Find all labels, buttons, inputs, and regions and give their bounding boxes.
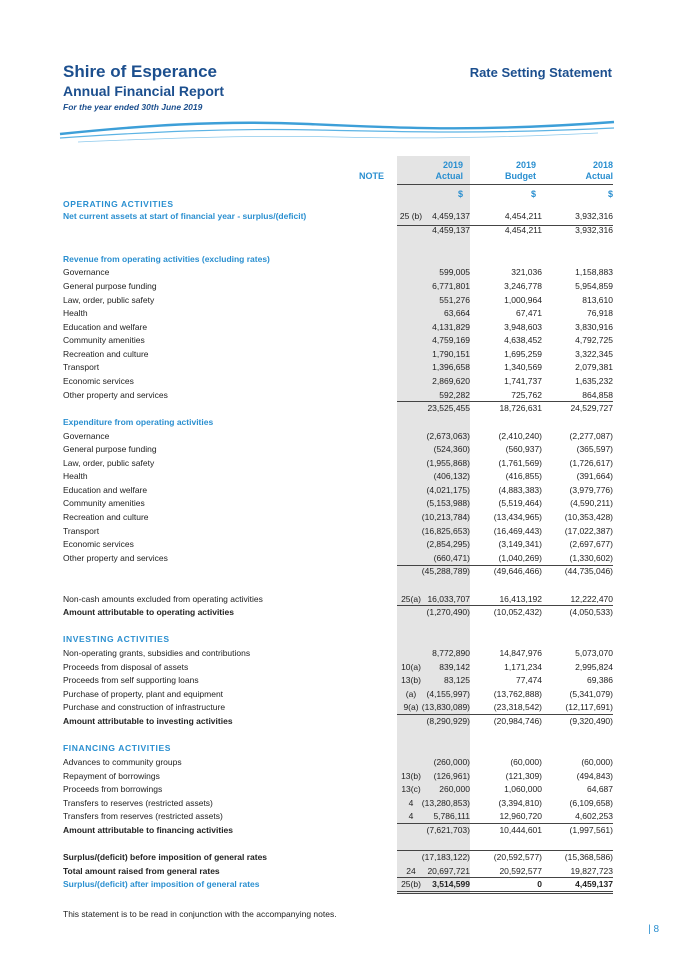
row-value-c3: (60,000) <box>581 757 613 767</box>
row-value-c1: (4,021,175) <box>426 485 470 495</box>
row-value-c2: 725,762 <box>511 390 542 400</box>
row-label: Purchase of property, plant and equipment <box>63 689 224 699</box>
table-row <box>63 280 613 293</box>
row-value-c1: (7,621,703) <box>426 825 470 835</box>
table-row <box>63 266 613 279</box>
row-label: Health <box>63 308 88 318</box>
row-label: Amount attributable to investing activities <box>63 716 233 726</box>
row-value-c2: (1,761,569) <box>498 458 542 468</box>
table-row <box>63 348 613 361</box>
row-note: 24 <box>406 866 416 876</box>
table-row <box>63 756 613 769</box>
row-value-c3: (391,664) <box>576 471 613 481</box>
row-note: 25 (b) <box>399 211 423 221</box>
row-label: Other property and services <box>63 553 168 563</box>
row-value-c1: 260,000 <box>439 784 470 794</box>
row-label: Governance <box>63 431 110 441</box>
row-value-c2: (60,000) <box>510 757 542 767</box>
row-label: Non-cash amounts excluded from operating activities <box>63 594 263 604</box>
row-value-c3: (12,117,691) <box>565 702 613 712</box>
row-value-c3: 3,932,316 <box>575 225 613 235</box>
row-value-c3: (5,341,079) <box>569 689 613 699</box>
row-note: 4 <box>408 811 414 821</box>
row-value-c1: 1,396,658 <box>432 362 470 372</box>
row-value-c3: 76,918 <box>587 308 613 318</box>
row-label: Expenditure from operating activities <box>63 417 214 427</box>
row-value-c2: (13,434,965) <box>493 512 542 522</box>
row-value-c2: (10,052,432) <box>493 607 542 617</box>
row-value-c2: 1,741,737 <box>504 376 542 386</box>
header-wave-decoration <box>58 110 618 150</box>
row-value-c1: 3,514,599 <box>432 879 470 889</box>
row-label: Transport <box>63 526 100 536</box>
row-label: Law, order, public safety <box>63 458 155 468</box>
table-row <box>63 633 613 646</box>
table-row <box>63 457 613 470</box>
c1-name-header: Actual <box>435 171 463 181</box>
row-value-c1: (5,153,988) <box>426 498 470 508</box>
table-row <box>63 715 613 728</box>
row-value-c1: (45,288,789) <box>421 566 470 576</box>
row-value-c1: (16,825,653) <box>421 526 470 536</box>
row-value-c2: 4,638,452 <box>504 335 542 345</box>
row-value-c2: (20,592,577) <box>493 852 542 862</box>
row-value-c2: (49,646,466) <box>493 566 542 576</box>
row-label: Repayment of borrowings <box>63 771 160 781</box>
row-value-c2: 12,960,720 <box>499 811 542 821</box>
row-value-c3: (9,320,490) <box>569 716 613 726</box>
table-row <box>63 770 613 783</box>
row-value-c3: 3,830,916 <box>575 322 613 332</box>
row-label: Community amenities <box>63 498 145 508</box>
row-value-c3: (6,109,658) <box>569 798 613 808</box>
row-value-c1: 5,786,111 <box>433 811 470 821</box>
table-row <box>63 606 613 619</box>
row-value-c3: 864,858 <box>582 390 613 400</box>
row-value-c1: (17,183,122) <box>421 852 470 862</box>
row-value-c2: (16,469,443) <box>493 526 542 536</box>
table-row <box>63 307 613 320</box>
table-row <box>63 321 613 334</box>
row-value-c3: 24,529,727 <box>570 403 613 413</box>
subtotal-line <box>397 401 613 402</box>
row-value-c3: (1,726,617) <box>569 458 613 468</box>
row-value-c3: 69,386 <box>587 675 613 685</box>
row-value-c2: 1,340,569 <box>504 362 542 372</box>
total-double-line <box>397 891 613 892</box>
subtotal-line <box>397 714 613 715</box>
row-value-c1: (4,155,997) <box>426 689 470 699</box>
row-value-c3: (365,597) <box>576 444 613 454</box>
row-value-c2: 18,726,631 <box>499 403 542 413</box>
row-label: Community amenities <box>63 335 145 345</box>
header-underline <box>397 184 613 185</box>
table-row <box>63 878 613 891</box>
row-label: INVESTING ACTIVITIES <box>63 634 170 644</box>
c3-currency: $ <box>607 189 613 199</box>
row-label: Economic services <box>63 376 134 386</box>
row-note: 13(c) <box>401 784 421 794</box>
row-value-c2: 321,036 <box>511 267 542 277</box>
row-value-c3: (10,353,428) <box>564 512 613 522</box>
table-row <box>63 402 613 415</box>
row-value-c3: 1,635,232 <box>575 376 613 386</box>
row-value-c2: (5,519,464) <box>498 498 542 508</box>
row-label: Surplus/(deficit) before imposition of general rates <box>63 852 268 862</box>
row-value-c2: 1,060,000 <box>504 784 542 794</box>
table-row <box>63 647 613 660</box>
row-value-c3: 4,459,137 <box>575 879 613 889</box>
c3-year-header: 2018 <box>592 160 613 170</box>
row-value-c1: 2,869,620 <box>432 376 470 386</box>
row-value-c3: 4,602,253 <box>575 811 613 821</box>
row-label: Amount attributable to financing activities <box>63 825 234 835</box>
row-label: Total amount raised from general rates <box>63 866 220 876</box>
row-value-c1: 4,759,169 <box>432 335 470 345</box>
row-label: Net current assets at start of financial year - surplus/(deficit) <box>63 211 307 221</box>
row-note: 25(a) <box>401 594 421 604</box>
row-value-c2: 4,454,211 <box>504 225 542 235</box>
row-value-c3: (2,697,677) <box>569 539 613 549</box>
row-value-c1: 63,664 <box>444 308 470 318</box>
c1-currency: $ <box>457 189 463 199</box>
subtotal-line <box>397 565 613 566</box>
table-row <box>63 334 613 347</box>
row-value-c3: 3,932,316 <box>575 211 613 221</box>
row-value-c3: (4,590,211) <box>570 498 613 508</box>
row-value-c1: (406,132) <box>433 471 470 481</box>
row-value-c1: 23,525,455 <box>427 403 470 413</box>
table-row <box>63 511 613 524</box>
c2-currency: $ <box>530 189 536 199</box>
table-row <box>63 538 613 551</box>
row-value-c1: 4,459,137 <box>432 211 470 221</box>
row-note: (a) <box>405 689 417 699</box>
row-label: Surplus/(deficit) after imposition of general rates <box>63 879 260 889</box>
row-value-c3: (1,997,561) <box>569 825 613 835</box>
table-row <box>63 851 613 864</box>
row-value-c3: 1,158,883 <box>575 267 613 277</box>
subtotal-line <box>397 850 613 851</box>
row-label: Purchase and construction of infrastructure <box>63 702 226 712</box>
row-value-c1: (1,955,868) <box>426 458 470 468</box>
row-value-c3: 64,687 <box>587 784 613 794</box>
statement-title: Rate Setting Statement <box>469 65 612 80</box>
row-value-c2: (13,762,888) <box>493 689 542 699</box>
row-value-c2: 67,471 <box>516 308 542 318</box>
row-value-c2: (3,149,341) <box>498 539 542 549</box>
page-number: | 8 <box>648 924 659 935</box>
table-row <box>63 470 613 483</box>
total-line <box>397 877 613 878</box>
row-value-c2: 1,695,259 <box>504 349 542 359</box>
row-value-c2: 77,474 <box>516 675 542 685</box>
row-value-c3: 19,827,723 <box>570 866 613 876</box>
table-row <box>63 525 613 538</box>
row-value-c3: (4,050,533) <box>569 607 613 617</box>
row-value-c1: 20,697,721 <box>427 866 470 876</box>
row-value-c2: (20,984,746) <box>493 716 542 726</box>
row-value-c2: 16,413,192 <box>499 594 542 604</box>
row-label: General purpose funding <box>63 281 157 291</box>
row-value-c3: 12,222,470 <box>570 594 613 604</box>
row-note: 13(b) <box>401 771 421 781</box>
row-note: 10(a) <box>401 662 421 672</box>
row-value-c1: 6,771,801 <box>432 281 470 291</box>
row-value-c2: (416,855) <box>505 471 542 481</box>
row-value-c2: (23,318,542) <box>493 702 542 712</box>
row-value-c1: (8,290,929) <box>426 716 470 726</box>
row-value-c2: 10,444,601 <box>499 825 542 835</box>
row-value-c3: (17,022,387) <box>564 526 613 536</box>
table-row <box>63 210 613 223</box>
row-value-c2: 1,171,234 <box>504 662 542 672</box>
row-label: Education and welfare <box>63 485 148 495</box>
row-label: Revenue from operating activities (excluding rates) <box>63 254 270 264</box>
table-row <box>63 484 613 497</box>
table-row <box>63 783 613 796</box>
total-double-line <box>397 893 613 894</box>
row-value-c2: 3,246,778 <box>504 281 542 291</box>
row-value-c1: 8,772,890 <box>432 648 470 658</box>
subtotal-line <box>397 605 613 606</box>
row-value-c1: (1,270,490) <box>426 607 470 617</box>
row-label: Proceeds from self supporting loans <box>63 675 199 685</box>
table-row <box>63 742 613 755</box>
row-value-c1: 592,282 <box>439 390 470 400</box>
row-label: OPERATING ACTIVITIES <box>63 199 174 209</box>
row-note: 13(b) <box>401 675 421 685</box>
table-row <box>63 552 613 565</box>
row-label: Proceeds from borrowings <box>63 784 163 794</box>
row-value-c3: (2,277,087) <box>569 431 613 441</box>
subtotal-line <box>397 225 613 226</box>
subtotal-line <box>397 823 613 824</box>
row-value-c2: 1,000,964 <box>504 295 542 305</box>
row-value-c1: 4,131,829 <box>432 322 470 332</box>
table-row <box>63 797 613 810</box>
row-value-c3: (44,735,046) <box>564 566 613 576</box>
row-label: Health <box>63 471 88 481</box>
row-value-c3: (494,843) <box>576 771 613 781</box>
row-value-c1: (2,854,295) <box>426 539 470 549</box>
row-label: Proceeds from disposal of assets <box>63 662 189 672</box>
table-row <box>63 688 613 701</box>
c2-year-header: 2019 <box>515 160 536 170</box>
row-note: 9(a) <box>403 702 419 712</box>
row-value-c2: 0 <box>537 879 542 889</box>
row-label: Governance <box>63 267 110 277</box>
table-row <box>63 430 613 443</box>
row-value-c3: 2,079,381 <box>575 362 613 372</box>
row-value-c2: 4,454,211 <box>504 211 542 221</box>
row-value-c3: 5,954,859 <box>575 281 613 291</box>
table-row <box>63 361 613 374</box>
table-row <box>63 674 613 687</box>
row-value-c1: 839,142 <box>439 662 470 672</box>
row-label: General purpose funding <box>63 444 157 454</box>
row-value-c2: (560,937) <box>505 444 542 454</box>
row-label: Other property and services <box>63 390 168 400</box>
table-row <box>63 497 613 510</box>
table-row <box>63 565 613 578</box>
footer-note: This statement is to be read in conjunction with the accompanying notes. <box>63 909 337 919</box>
row-value-c3: (1,330,602) <box>569 553 613 563</box>
row-label: Recreation and culture <box>63 349 149 359</box>
row-value-c3: (3,979,776) <box>569 485 613 495</box>
row-label: Law, order, public safety <box>63 295 155 305</box>
c1-year-header: 2019 <box>442 160 463 170</box>
row-value-c1: (126,961) <box>433 771 470 781</box>
row-value-c1: 1,790,151 <box>432 349 470 359</box>
row-value-c1: 16,033,707 <box>427 594 470 604</box>
row-value-c3: 813,610 <box>582 295 613 305</box>
row-value-c1: 551,276 <box>439 295 470 305</box>
row-value-c1: (660,471) <box>433 553 470 563</box>
table-row <box>63 253 613 266</box>
row-value-c3: (15,368,586) <box>564 852 613 862</box>
row-note: 4 <box>408 798 414 808</box>
c2-name-header: Budget <box>505 171 536 181</box>
row-value-c1: 83,125 <box>444 675 470 685</box>
table-row <box>63 661 613 674</box>
row-value-c2: (4,883,383) <box>498 485 542 495</box>
table-row <box>63 375 613 388</box>
row-value-c3: 5,073,070 <box>575 648 613 658</box>
table-row <box>63 810 613 823</box>
row-label: Non-operating grants, subsidies and contributions <box>63 648 251 658</box>
row-label: Advances to community groups <box>63 757 182 767</box>
row-label: Economic services <box>63 539 134 549</box>
shire-title: Shire of Esperance <box>63 62 218 81</box>
table-row <box>63 824 613 837</box>
row-note: 25(b) <box>401 879 421 889</box>
row-value-c1: (260,000) <box>433 757 470 767</box>
row-label: Education and welfare <box>63 322 148 332</box>
row-value-c1: (2,673,063) <box>426 431 470 441</box>
row-label: FINANCING ACTIVITIES <box>63 743 172 753</box>
row-value-c1: (10,213,784) <box>421 512 470 522</box>
report-period: For the year ended 30th June 2019 <box>63 102 203 112</box>
row-label: Transfers from reserves (restricted assets) <box>63 811 223 821</box>
row-value-c1: (13,280,853) <box>421 798 470 808</box>
table-row <box>63 294 613 307</box>
row-value-c1: 599,005 <box>439 267 470 277</box>
row-value-c3: 3,322,345 <box>575 349 613 359</box>
row-label: Transfers to reserves (restricted assets) <box>63 798 213 808</box>
report-title: Annual Financial Report <box>63 83 225 99</box>
row-value-c1: (13,830,089) <box>421 702 470 712</box>
note-column-header: NOTE <box>358 171 384 181</box>
row-value-c2: (2,410,240) <box>498 431 542 441</box>
row-label: Amount attributable to operating activities <box>63 607 234 617</box>
row-label: Transport <box>63 362 100 372</box>
table-row <box>63 416 613 429</box>
row-value-c2: 3,948,603 <box>504 322 542 332</box>
row-label: Recreation and culture <box>63 512 149 522</box>
row-value-c1: (524,360) <box>433 444 470 454</box>
row-value-c3: 4,792,725 <box>575 335 613 345</box>
c3-name-header: Actual <box>585 171 613 181</box>
row-value-c2: 14,847,976 <box>499 648 542 658</box>
row-value-c2: (1,040,269) <box>498 553 542 563</box>
table-row <box>63 443 613 456</box>
table-row <box>63 701 613 714</box>
row-value-c1: 4,459,137 <box>432 225 470 235</box>
row-value-c2: (3,394,810) <box>498 798 542 808</box>
row-value-c3: 2,995,824 <box>575 662 613 672</box>
row-value-c2: (121,309) <box>505 771 542 781</box>
row-value-c2: 20,592,577 <box>499 866 542 876</box>
